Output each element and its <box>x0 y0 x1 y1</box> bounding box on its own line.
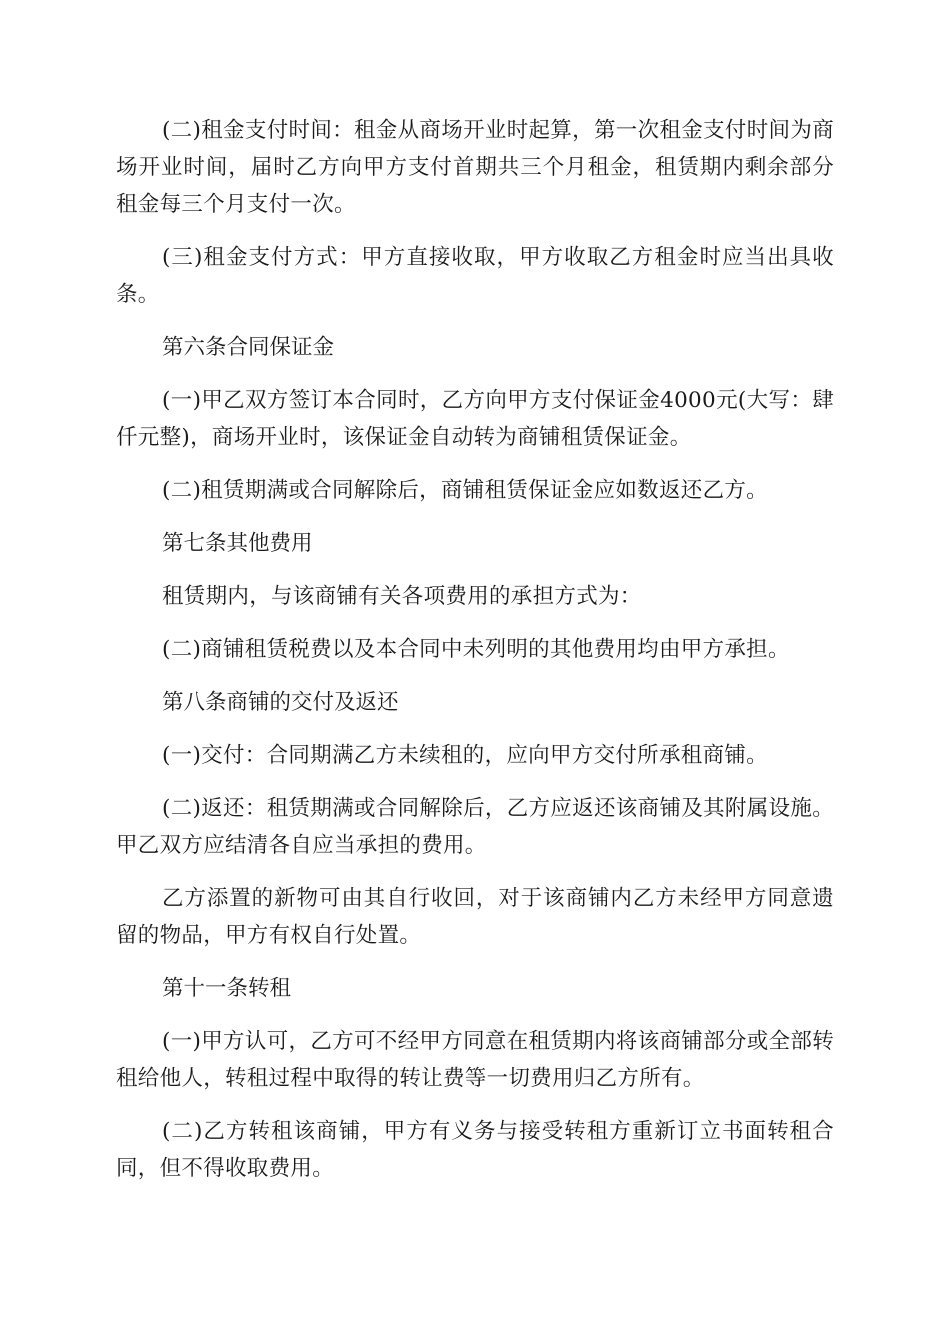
heading-article-11: 第十一条转租 <box>162 976 292 1001</box>
heading-article-6: 第六条合同保证金 <box>162 335 335 360</box>
paragraph-delivery: (一)交付：合同期满乙方未续租的，应向甲方交付所承租商铺。 <box>162 743 768 768</box>
paragraph-rent-payment-method: (三)租金支付方式：甲方直接收取，甲方收取乙方租金时应当出具收条。 <box>116 245 834 307</box>
heading-article-7: 第七条其他费用 <box>162 531 313 556</box>
paragraph-deposit-return: (二)租赁期满或合同解除后，商铺租赁保证金应如数返还乙方。 <box>162 478 768 503</box>
paragraph-taxes: (二)商铺租赁税费以及本合同中未列明的其他费用均由甲方承担。 <box>162 637 790 662</box>
heading-article-8: 第八条商铺的交付及返还 <box>162 690 399 715</box>
paragraph-return: (二)返还：租赁期满或合同解除后，乙方应返还该商铺及其附属设施。甲乙双方应结清各自应当承担的费用。 <box>116 796 834 858</box>
paragraph-fees-intro: 租赁期内，与该商铺有关各项费用的承担方式为： <box>162 584 642 609</box>
document-page <box>116 112 834 1203</box>
paragraph-sublease-approval: (一)甲方认可，乙方可不经甲方同意在租赁期内将该商铺部分或全部转租给他人，转租过程中取得的转让费等一切费用归乙方所有。 <box>116 1029 834 1091</box>
paragraph-rent-payment-time: (二)租金支付时间：租金从商场开业时起算，第一次租金支付时间为商场开业时间，届时乙方向甲方支付首期共三个月租金，租赁期内剩余部分租金每三个月支付一次。 <box>116 118 834 217</box>
paragraph-deposit-signing: (一)甲乙双方签订本合同时，乙方向甲方支付保证金4000元(大写：肆仟元整)，商场开业时，该保证金自动转为商铺租赁保证金。 <box>116 388 834 450</box>
paragraph-left-items: 乙方添置的新物可由其自行收回，对于该商铺内乙方未经甲方同意遗留的物品，甲方有权自行处置。 <box>116 886 834 948</box>
paragraph-sublease-contract: (二)乙方转租该商铺，甲方有义务与接受转租方重新订立书面转租合同，但不得收取费用。 <box>116 1119 834 1181</box>
